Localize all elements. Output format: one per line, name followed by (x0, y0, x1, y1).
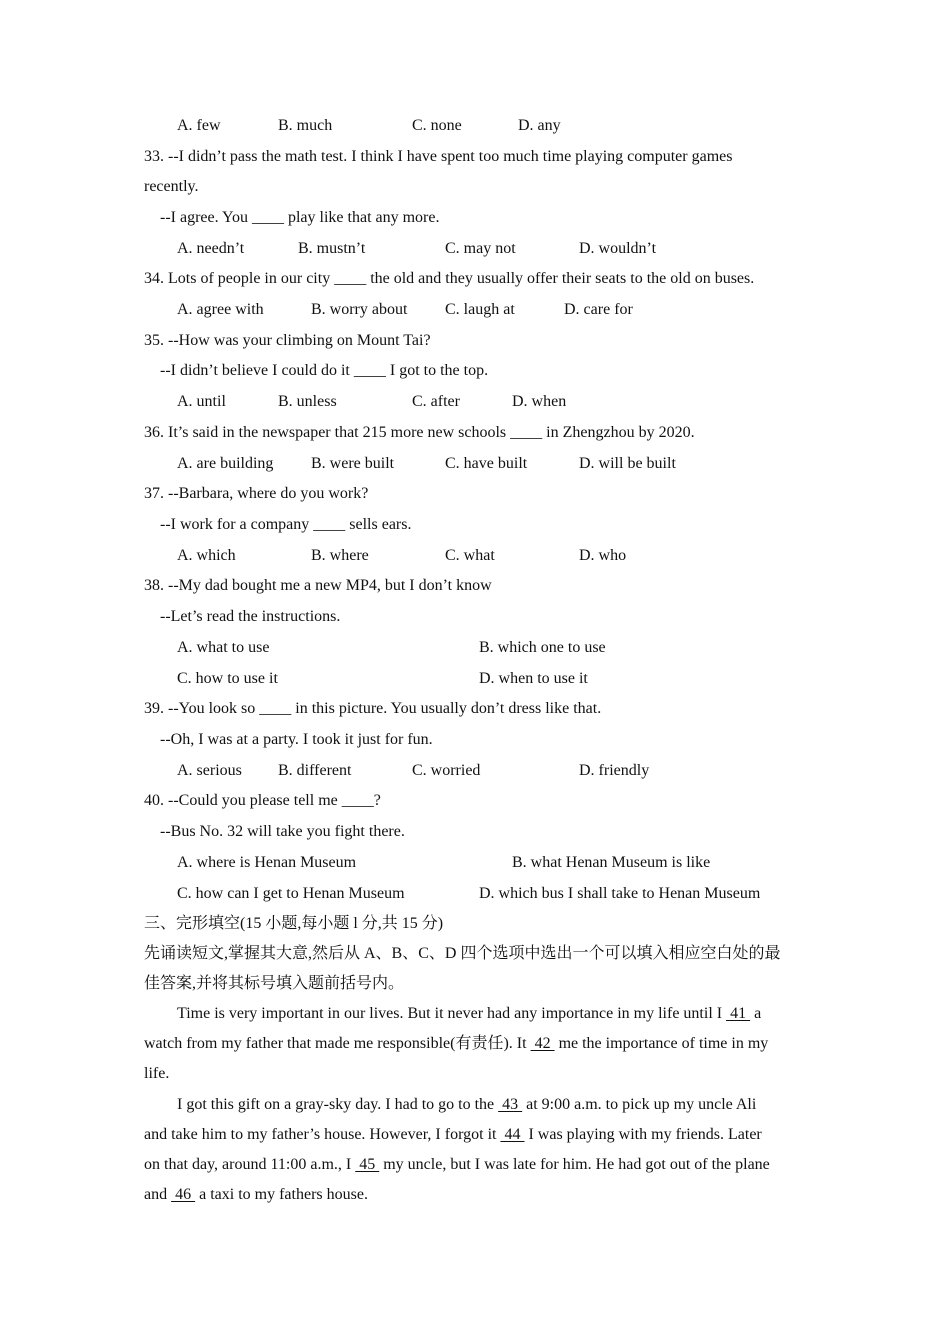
passage-line: Time is very important in our lives. But it never had any importance in my life until I 41 a (177, 1005, 762, 1022)
q35-option-a: A. until (177, 393, 226, 410)
section-heading: 三、完形填空(15 小题,每小题 l 分,共 15 分) (144, 915, 444, 932)
q40-option-a: A. where is Henan Museum (177, 854, 357, 871)
q32-option-d: D. any (518, 117, 561, 134)
q37-option-d: D. who (579, 547, 627, 564)
blank-45: 45 (355, 1156, 380, 1173)
q37-option-a: A. which (177, 547, 236, 564)
q33-option-b: B. mustn’t (298, 240, 366, 257)
q33-reply: --I agree. You ____ play like that any more. (160, 209, 440, 226)
q36-stem: 36. It’s said in the newspaper that 215 more new schools ____ in Zhengzhou by 2020. (144, 424, 695, 441)
q39-option-b: B. different (278, 762, 352, 779)
q33-option-d: D. wouldn’t (579, 240, 657, 257)
q34-option-d: D. care for (564, 301, 633, 318)
q40-option-c: C. how can I get to Henan Museum (177, 885, 405, 902)
q34-option-b: B. worry about (311, 301, 408, 318)
q32-option-a: A. few (177, 117, 221, 134)
q37-stem: 37. --Barbara, where do you work? (144, 485, 369, 502)
q36-option-b: B. were built (311, 455, 395, 472)
q40-option-b: B. what Henan Museum is like (512, 854, 711, 871)
q39-option-a: A. serious (177, 762, 242, 779)
q38-option-b: B. which one to use (479, 639, 606, 656)
blank-42: 42 (530, 1035, 555, 1052)
q36-option-d: D. will be built (579, 455, 676, 472)
q37-option-c: C. what (445, 547, 495, 564)
q38-option-c: C. how to use it (177, 670, 278, 687)
blank-41: 41 (726, 1005, 751, 1022)
q36-option-a: A. are building (177, 455, 274, 472)
q38-option-d: D. when to use it (479, 670, 588, 687)
q35-option-c: C. after (412, 393, 460, 410)
q34-stem: 34. Lots of people in our city ____ the old and they usually offer their seats to the old on buses. (144, 270, 755, 287)
q35-option-b: B. unless (278, 393, 337, 410)
q40-option-d: D. which bus I shall take to Henan Museum (479, 885, 761, 902)
passage-line: life. (144, 1065, 170, 1082)
q38-option-a: A. what to use (177, 639, 270, 656)
q35-reply: --I didn’t believe I could do it ____ I got to the top. (160, 362, 489, 379)
q34-option-a: A. agree with (177, 301, 264, 318)
q32-option-b: B. much (278, 117, 333, 134)
q40-reply: --Bus No. 32 will take you fight there. (160, 823, 405, 840)
passage-line: I got this gift on a gray-sky day. I had to go to the 43 at 9:00 a.m. to pick up my uncle Ali (177, 1096, 757, 1113)
q39-option-d: D. friendly (579, 762, 650, 779)
q35-stem: 35. --How was your climbing on Mount Tai? (144, 332, 431, 349)
q35-option-d: D. when (512, 393, 567, 410)
q33-option-a: A. needn’t (177, 240, 245, 257)
q32-option-c: C. none (412, 117, 462, 134)
blank-44: 44 (500, 1126, 525, 1143)
q34-option-c: C. laugh at (445, 301, 515, 318)
section-instructions: 先诵读短文,掌握其大意,然后从 A、B、C、D 四个选项中选出一个可以填入相应空白处的最 (144, 945, 781, 962)
q39-option-c: C. worried (412, 762, 481, 779)
q33-option-c: C. may not (445, 240, 516, 257)
passage-line: watch from my father that made me responsible(有责任). It 42 me the importance of time in my (144, 1035, 769, 1052)
passage-line: on that day, around 11:00 a.m., I 45 my uncle, but I was late for him. He had got out of the plane (144, 1156, 770, 1173)
q39-stem: 39. --You look so ____ in this picture. You usually don’t dress like that. (144, 700, 602, 717)
q38-stem: 38. --My dad bought me a new MP4, but I don’t know (144, 577, 492, 594)
q37-option-b: B. where (311, 547, 369, 564)
q38-reply: --Let’s read the instructions. (160, 608, 341, 625)
q39-reply: --Oh, I was at a party. I took it just for fun. (160, 731, 433, 748)
section-instructions-cont: 佳答案,并将其标号填入题前括号内。 (144, 975, 405, 992)
passage-line: and take him to my father’s house. However, I forgot it 44 I was playing with my friends. Later (144, 1126, 762, 1143)
blank-43: 43 (498, 1096, 523, 1113)
passage-line: and 46 a taxi to my fathers house. (144, 1186, 368, 1203)
q37-reply: --I work for a company ____ sells ears. (160, 516, 412, 533)
q36-option-c: C. have built (445, 455, 528, 472)
q33-stem: 33. --I didn’t pass the math test. I think I have spent too much time playing computer games (144, 148, 733, 165)
blank-46: 46 (171, 1186, 196, 1203)
q33-stem-cont: recently. (144, 178, 199, 195)
q40-stem: 40. --Could you please tell me ____? (144, 792, 381, 809)
